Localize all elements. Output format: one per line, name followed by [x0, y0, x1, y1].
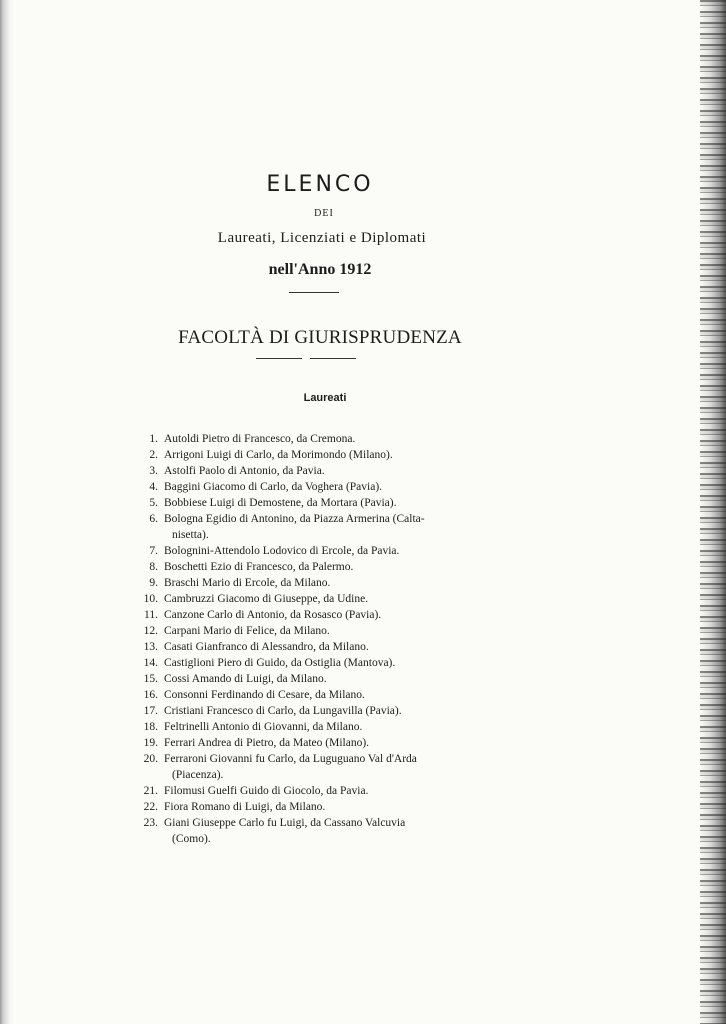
list-item	[120, 495, 520, 511]
list-item	[120, 575, 520, 591]
list-item-number: 3.	[149, 465, 158, 477]
list-item	[120, 479, 520, 495]
list-item	[120, 671, 520, 687]
divider-rule	[289, 292, 339, 293]
page-left-edge-shadow	[0, 0, 14, 1024]
list-item	[120, 623, 520, 639]
list-item	[120, 687, 520, 703]
divider-rule-right	[310, 358, 356, 359]
list-item-number: 20.	[143, 753, 158, 765]
list-item-text: Consonni Ferdinando di Cesare, da Milano.	[164, 689, 365, 701]
list-item-number: 2.	[149, 449, 158, 461]
list-item	[120, 751, 520, 767]
list-item	[120, 543, 520, 559]
divider-rule-left	[256, 358, 302, 359]
list-item	[120, 799, 520, 815]
graduates-list	[120, 431, 520, 847]
list-item-number: 16.	[143, 689, 158, 701]
list-item	[120, 463, 520, 479]
list-item	[120, 815, 520, 831]
list-item	[120, 719, 520, 735]
list-item-number: 4.	[149, 481, 158, 493]
list-item-text: Astolfi Paolo di Antonio, da Pavia.	[164, 465, 325, 477]
list-item-number: 18.	[143, 721, 158, 733]
list-item-number: 13.	[143, 641, 158, 653]
list-item-text: Filomusi Guelfi Guido di Giocolo, da Pavia.	[164, 785, 369, 797]
list-item	[120, 703, 520, 719]
list-item-text: Fiora Romano di Luigi, da Milano.	[164, 801, 326, 813]
list-item-number: 9.	[149, 577, 158, 589]
list-item	[120, 607, 520, 623]
document-subtitle: Laureati, Licenziati e Diplomati	[217, 230, 427, 246]
list-item	[120, 783, 520, 799]
list-item-text: Cambruzzi Giacomo di Giuseppe, da Udine.	[164, 593, 369, 605]
list-item-text: Giani Giuseppe Carlo fu Luigi, da Cassano Valcuvia	[164, 817, 406, 829]
list-item-number: 1.	[149, 433, 158, 445]
list-item-text: Ferraroni Giovanni fu Carlo, da Luguguano Val d'Arda	[164, 753, 417, 765]
list-item-text: Bologna Egidio di Antonino, da Piazza Armerina (Calta-	[164, 513, 425, 525]
page-right-edge-scan-noise	[700, 0, 726, 1024]
list-item-number: 14.	[143, 657, 158, 669]
list-item-text: Autoldi Pietro di Francesco, da Cremona.	[164, 433, 356, 445]
list-item-continuation: (Como).	[172, 833, 211, 845]
list-item	[120, 639, 520, 655]
list-item-number: 23.	[143, 817, 158, 829]
list-item-number: 7.	[149, 545, 158, 557]
list-item	[120, 431, 520, 447]
list-item-text: Casati Gianfranco di Alessandro, da Milano.	[164, 641, 369, 653]
list-item-number: 8.	[149, 561, 158, 573]
document-title: ELENCO	[266, 172, 374, 197]
list-item-number: 21.	[143, 785, 158, 797]
list-item-text: Carpani Mario di Felice, da Milano.	[164, 625, 330, 637]
list-item-number: 12.	[143, 625, 158, 637]
list-item-text: Bolognini-Attendolo Lodovico di Ercole, da Pavia.	[164, 545, 400, 557]
list-item	[120, 447, 520, 463]
list-item	[120, 591, 520, 607]
section-heading: Laureati	[303, 392, 347, 404]
list-item-number: 6.	[149, 513, 158, 525]
list-item-text: Canzone Carlo di Antonio, da Rosasco (Pavia).	[164, 609, 382, 621]
list-item-number: 15.	[143, 673, 158, 685]
list-item	[120, 559, 520, 575]
list-item-text: Bobbiese Luigi di Demostene, da Mortara (Pavia).	[164, 497, 397, 509]
list-item	[120, 735, 520, 751]
list-item	[120, 655, 520, 671]
list-item-number: 11.	[144, 609, 158, 621]
list-item-text: Ferrari Andrea di Pietro, da Mateo (Milano).	[164, 737, 370, 749]
list-item-continuation: nisetta).	[172, 529, 209, 541]
list-item-number: 19.	[143, 737, 158, 749]
list-item-text: Feltrinelli Antonio di Giovanni, da Milano.	[164, 721, 363, 733]
list-item-text: Castiglioni Piero di Guido, da Ostiglia (Mantova).	[164, 657, 396, 669]
list-item-number: 17.	[143, 705, 158, 717]
list-item-number: 22.	[143, 801, 158, 813]
document-year-line: nell'Anno 1912	[268, 261, 372, 278]
list-item-text: Boschetti Ezio di Francesco, da Palermo.	[164, 561, 354, 573]
list-item-text: Arrigoni Luigi di Carlo, da Morimondo (Milano).	[164, 449, 393, 461]
list-item-number: 5.	[149, 497, 158, 509]
list-item-number: 10.	[143, 593, 158, 605]
title-dei: DEI	[314, 208, 334, 219]
faculty-heading: FACOLTÀ DI GIURISPRUDENZA	[178, 327, 462, 348]
list-item-text: Cossi Amando di Luigi, da Milano.	[164, 673, 327, 685]
list-item-continuation: (Piacenza).	[172, 769, 224, 781]
list-item-text: Braschi Mario di Ercole, da Milano.	[164, 577, 331, 589]
list-item	[120, 511, 520, 527]
list-item-text: Cristiani Francesco di Carlo, da Lungavilla (Pavia).	[164, 705, 402, 717]
list-item-text: Baggini Giacomo di Carlo, da Voghera (Pavia).	[164, 481, 383, 493]
